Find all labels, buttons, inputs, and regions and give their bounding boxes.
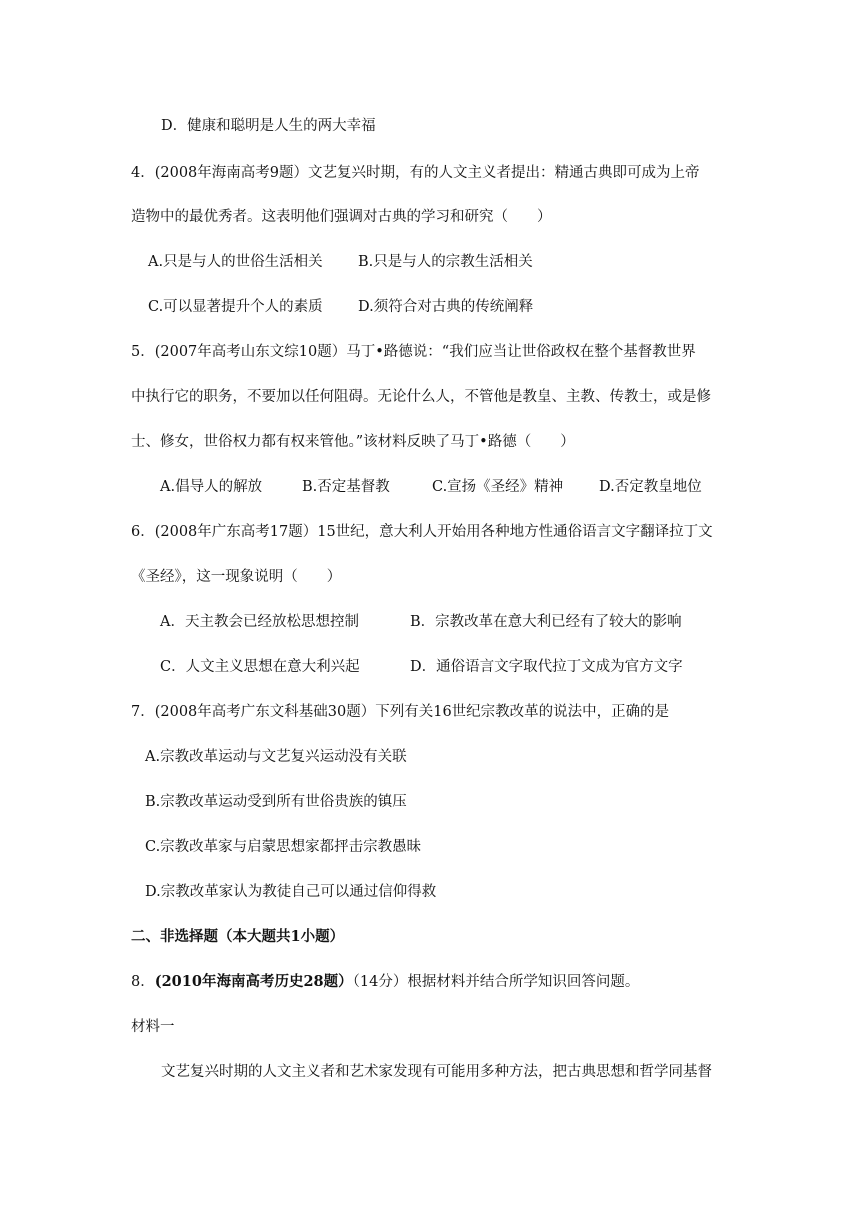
q6-stem-line2: 《圣经》，这一现象说明（ ） <box>131 569 342 585</box>
q7-option-b: B.宗教改革运动受到所有世俗贵族的镇压 <box>145 794 407 810</box>
q7-option-c: C.宗教改革家与启蒙思想家都抨击宗教愚昧 <box>145 839 422 855</box>
q5-option-c: C.宣扬《圣经》精神 <box>432 479 564 495</box>
q4-options-row2 <box>148 297 533 317</box>
q5-stem-line3: 士、修女，世俗权力都有权来管他。”该材料反映了马丁•路德（ ） <box>131 434 575 450</box>
q5-option-d: D.否定教皇地位 <box>599 479 702 495</box>
q5-option-b: B.否定基督教 <box>302 479 390 495</box>
q6-options-row1 <box>160 612 682 632</box>
q7-option-d: D.宗教改革家认为教徒自己可以通过信仰得救 <box>145 884 437 900</box>
q4-stem-line1: 4．(2008年海南高考9题）文艺复兴时期，有的人文主义者提出：精通古典即可成为上帝 <box>131 165 700 181</box>
q4-option-d: D.须符合对古典的传统阐释 <box>358 299 534 315</box>
q4-option-a: A.只是与人的世俗生活相关 <box>148 254 323 270</box>
q4-stem-line2: 造物中的最优秀者。这表明他们强调对古典的学习和研究（ ） <box>131 209 552 225</box>
q4-option-c: C.可以显著提升个人的素质 <box>148 299 323 315</box>
section-heading: 二、非选择题（本大题共1小题） <box>131 928 345 945</box>
q6-option-d: D．通俗语言文字取代拉丁文成为官方文字 <box>410 659 683 675</box>
q3-option-d: D．健康和聪明是人生的两大幸福 <box>161 118 376 134</box>
material-text-line1: 文艺复兴时期的人文主义者和艺术家发现有可能用多种方法，把古典思想和哲学同基督 <box>161 1064 712 1080</box>
q4-options-row1 <box>148 252 533 272</box>
q6-options-row2 <box>160 657 683 677</box>
q5-options-row <box>160 477 702 497</box>
q4-option-b: B.只是与人的宗教生活相关 <box>358 254 533 270</box>
q8-number: 8． <box>131 974 155 990</box>
q8-source: (2010年海南高考历史28题） <box>154 973 353 990</box>
q6-stem-line1: 6．(2008年广东高考17题）15世纪，意大利人开始用各种地方性通俗语言文字翻译拉丁文 <box>131 524 713 540</box>
q6-option-b: B．宗教改革在意大利已经有了较大的影响 <box>410 614 682 630</box>
q7-option-a: A.宗教改革运动与文艺复兴运动没有关联 <box>145 749 407 765</box>
material-label: 材料一 <box>131 1019 175 1035</box>
q8-stem-line1 <box>131 972 639 992</box>
q6-option-a: A．天主教会已经放松思想控制 <box>160 614 359 630</box>
q6-option-c: C．人文主义思想在意大利兴起 <box>160 659 360 675</box>
q5-stem-line1: 5．(2007年高考山东文综10题）马丁•路德说：“我们应当让世俗政权在整个基督教世界 <box>131 344 696 360</box>
q8-stem-rest: （14分）根据材料并结合所学知识回答问题。 <box>352 974 640 990</box>
q7-stem-line1: 7．(2008年高考广东文科基础30题）下列有关16世纪宗教改革的说法中，正确的是 <box>131 704 670 720</box>
q5-option-a: A.倡导人的解放 <box>160 479 263 495</box>
q5-stem-line2: 中执行它的职务，不要加以任何阻碍。无论什么人，不管他是教皇、主教、传教士，或是修 <box>131 389 711 405</box>
